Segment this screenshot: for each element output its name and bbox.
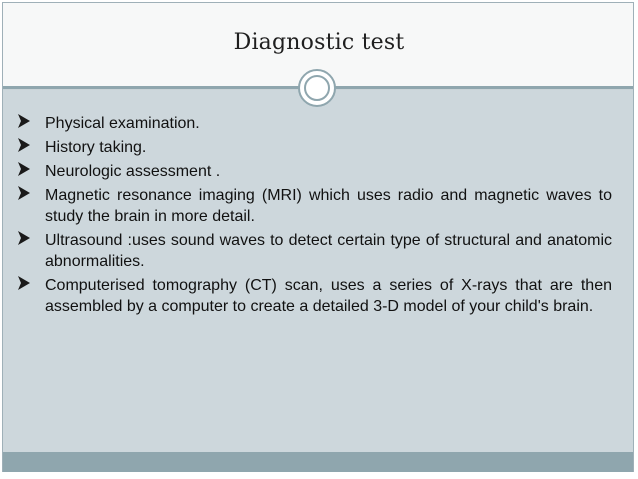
bullet-text: Physical examination. — [45, 115, 200, 132]
bullet-text: Ultrasound :uses sound waves to detect certain type of structural and anatomic abnormalities. — [45, 232, 612, 270]
bullet-item — [18, 161, 612, 182]
divider-circle-inner-ring — [304, 75, 330, 101]
bullet-list — [18, 113, 612, 320]
arrow-head-icon — [18, 138, 30, 152]
bullet-text: Neurologic assessment . — [45, 163, 221, 180]
bullet-text: Computerised tomography (CT) scan, uses a series of X-rays that are then assembled by a computer to create a detailed 3-D model of your child's brain. — [45, 277, 612, 315]
bullet-item — [18, 137, 612, 158]
arrow-head-icon — [18, 162, 30, 176]
bullet-text: Magnetic resonance imaging (MRI) which uses radio and magnetic waves to study the brain in more detail. — [45, 187, 612, 225]
bullet-item — [18, 185, 612, 227]
arrow-head-icon — [18, 231, 30, 245]
slide-title: Diagnostic test — [233, 30, 405, 55]
footer-band — [3, 452, 633, 472]
arrow-head-icon — [18, 186, 30, 200]
bullet-text: History taking. — [45, 139, 147, 156]
bullet-item — [18, 275, 612, 317]
arrow-head-icon — [18, 276, 30, 290]
bullet-item — [18, 113, 612, 134]
arrow-head-icon — [18, 114, 30, 128]
bullet-item — [18, 230, 612, 272]
